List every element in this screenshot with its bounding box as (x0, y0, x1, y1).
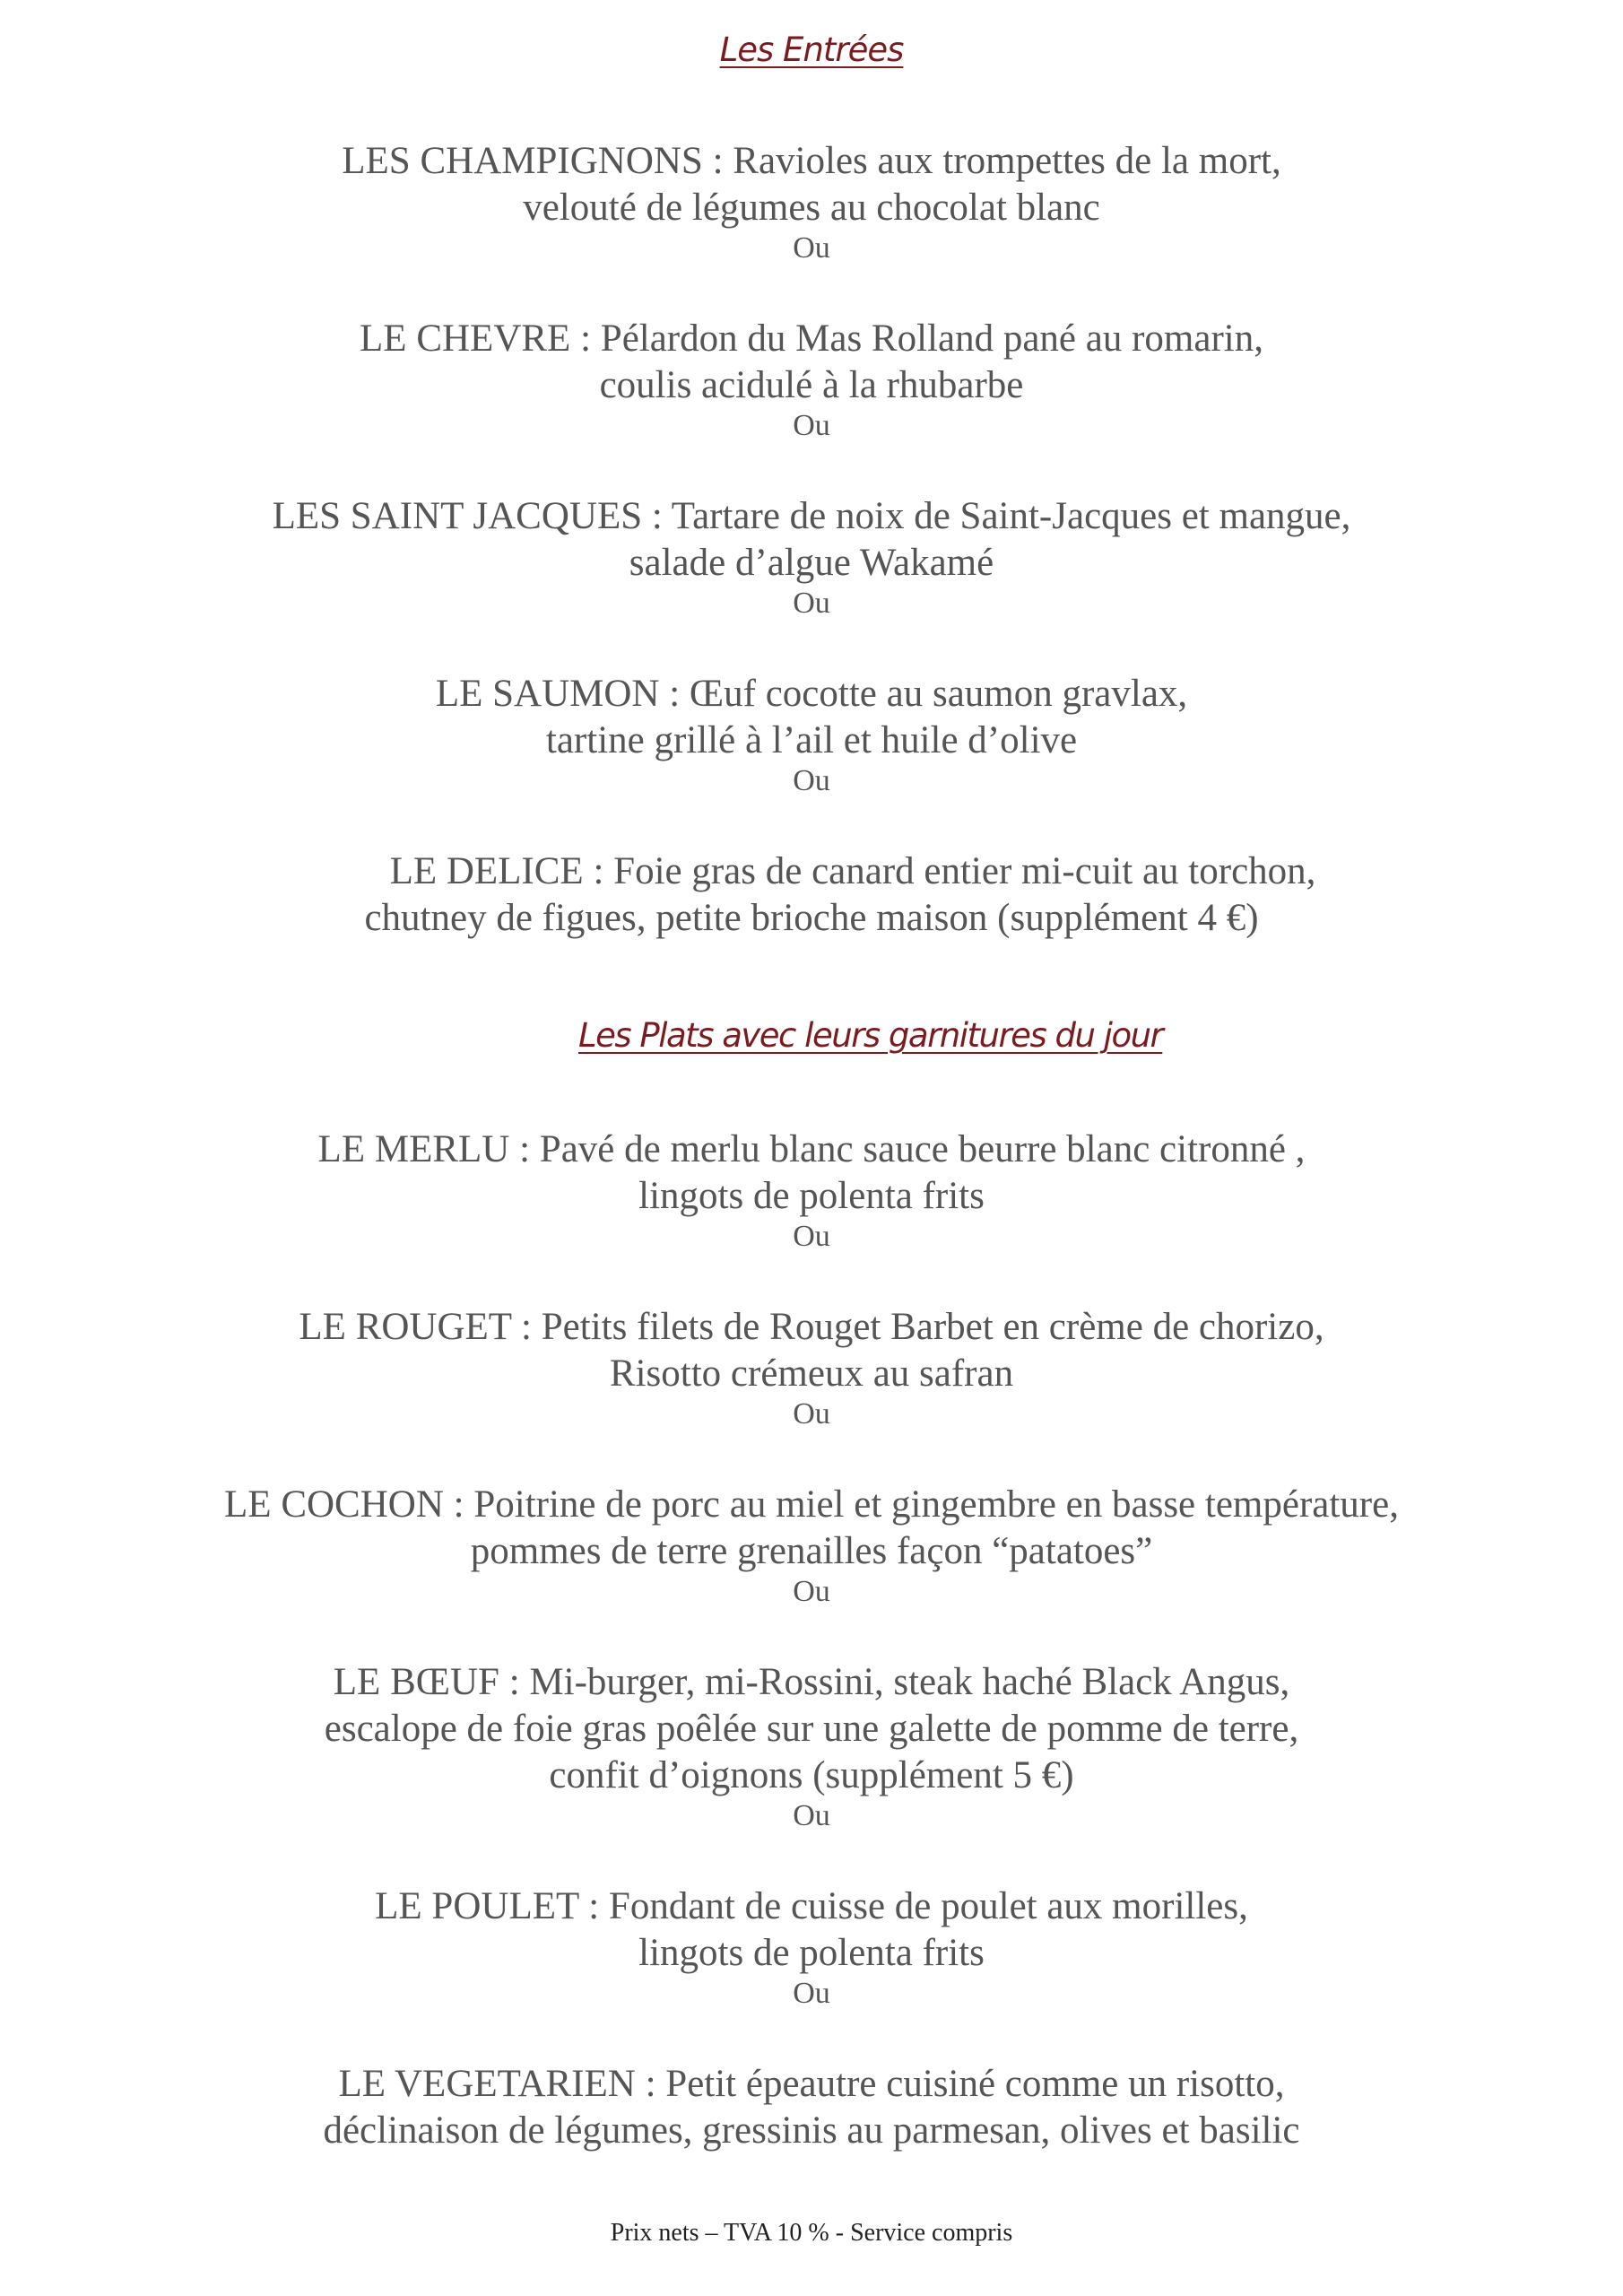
menu-item-boeuf (0, 1659, 1623, 1836)
menu-item-saint-jacques (0, 493, 1623, 623)
menu-item-chevre (0, 316, 1623, 446)
dish-line-2: escalope de foie gras poêlée sur une galette de pomme de terre, (324, 1708, 1299, 1750)
menu-item-delice (0, 848, 1623, 942)
dish-description: : Fondant de cuisse de poulet aux morilles, (578, 1885, 1248, 1927)
dish-line-3: confit d’oignons (supplément 5 €) (549, 1754, 1074, 1796)
dish-description: : Petit épeautre cuisiné comme un risotto, (635, 2063, 1285, 2105)
separator-ou: Ou (793, 1977, 830, 2010)
separator-ou: Ou (793, 1575, 830, 1608)
dish-description: : Tartare de noix de Saint-Jacques et mangue, (642, 495, 1351, 537)
menu-item-rouget (0, 1304, 1623, 1434)
dish-name: LE COCHON (224, 1483, 444, 1526)
dish-name: LE DELICE (389, 850, 584, 892)
menu-item-champignons (0, 138, 1623, 268)
dish-line-2: coulis acidulé à la rhubarbe (599, 364, 1024, 406)
dish-name: LE CHEVRE (360, 317, 571, 360)
dish-line-1 (0, 493, 1623, 540)
dish-name: LE MERLU (317, 1128, 510, 1170)
dish-line-2: chutney de figues, petite brioche maison (supplément 4 €) (364, 897, 1259, 939)
dish-description: : Poitrine de porc au miel et gingembre en basse température, (443, 1483, 1399, 1526)
dish-line-1 (0, 848, 1623, 895)
dish-line-1 (0, 2061, 1623, 2108)
dish-description: : Œuf cocotte au saumon gravlax, (659, 673, 1188, 715)
dish-description: : Ravioles aux trompettes de la mort, (702, 140, 1281, 182)
dish-line-2: velouté de légumes au chocolat blanc (523, 187, 1100, 229)
separator-ou: Ou (793, 409, 830, 442)
dish-line-1 (0, 1126, 1623, 1173)
dish-line-2: salade d’algue Wakamé (629, 542, 994, 584)
dish-name: LE ROUGET (299, 1306, 512, 1348)
dish-line-2: tartine grillé à l’ail et huile d’olive (545, 719, 1078, 761)
separator-ou: Ou (793, 1799, 830, 1832)
dish-line-1 (0, 1482, 1623, 1528)
dish-name: LES CHAMPIGNONS (342, 140, 703, 182)
separator-ou: Ou (793, 1397, 830, 1431)
separator-ou: Ou (793, 587, 830, 620)
dish-line-2: Risotto crémeux au safran (609, 1352, 1014, 1395)
dish-line-1 (0, 1304, 1623, 1351)
dish-line-1 (0, 138, 1623, 185)
menu-item-cochon (0, 1482, 1623, 1612)
dish-description: : Pavé de merlu blanc sauce beurre blanc citronné , (509, 1128, 1306, 1170)
dish-line-1 (0, 671, 1623, 718)
dish-line-1 (0, 1883, 1623, 1930)
dish-line-2: lingots de polenta frits (638, 1175, 985, 1217)
dish-line-2: déclinaison de légumes, gressinis au parmesan, olives et basilic (323, 2109, 1300, 2152)
dish-name: LES SAINT JACQUES (272, 495, 643, 537)
entrees-title: Les Entrées (719, 30, 904, 69)
menu-item-poulet (0, 1883, 1623, 2013)
dish-description: : Petits filets de Rouget Barbet en crème de chorizo, (511, 1306, 1324, 1348)
dish-line-1 (0, 316, 1623, 362)
plats-title: Les Plats avec leurs garnitures du jour (578, 1016, 1163, 1055)
separator-ou: Ou (793, 764, 830, 797)
dish-description: : Foie gras de canard entier mi-cuit au torchon, (583, 850, 1316, 892)
dish-description: : Mi-burger, mi-Rossini, steak haché Black Angus, (499, 1661, 1290, 1703)
menu-item-saumon (0, 671, 1623, 801)
dish-name: LE BŒUF (333, 1661, 499, 1703)
dish-line-1 (0, 1659, 1623, 1706)
separator-ou: Ou (793, 1220, 830, 1253)
dish-line-2: pommes de terre grenailles façon “patatoes” (470, 1530, 1153, 1572)
menu-item-merlu (0, 1126, 1623, 1257)
price-footer: Prix nets – TVA 10 % - Service compris (610, 2219, 1013, 2247)
dish-description: : Pélardon du Mas Rolland pané au romarin, (570, 317, 1263, 360)
dish-name: LE POULET (375, 1885, 579, 1927)
separator-ou: Ou (793, 231, 830, 265)
dish-name: LE VEGETARIEN (338, 2063, 636, 2105)
dish-line-2: lingots de polenta frits (638, 1932, 985, 1974)
dish-name: LE SAUMON (435, 673, 660, 715)
menu-item-vegetarien (0, 2061, 1623, 2154)
